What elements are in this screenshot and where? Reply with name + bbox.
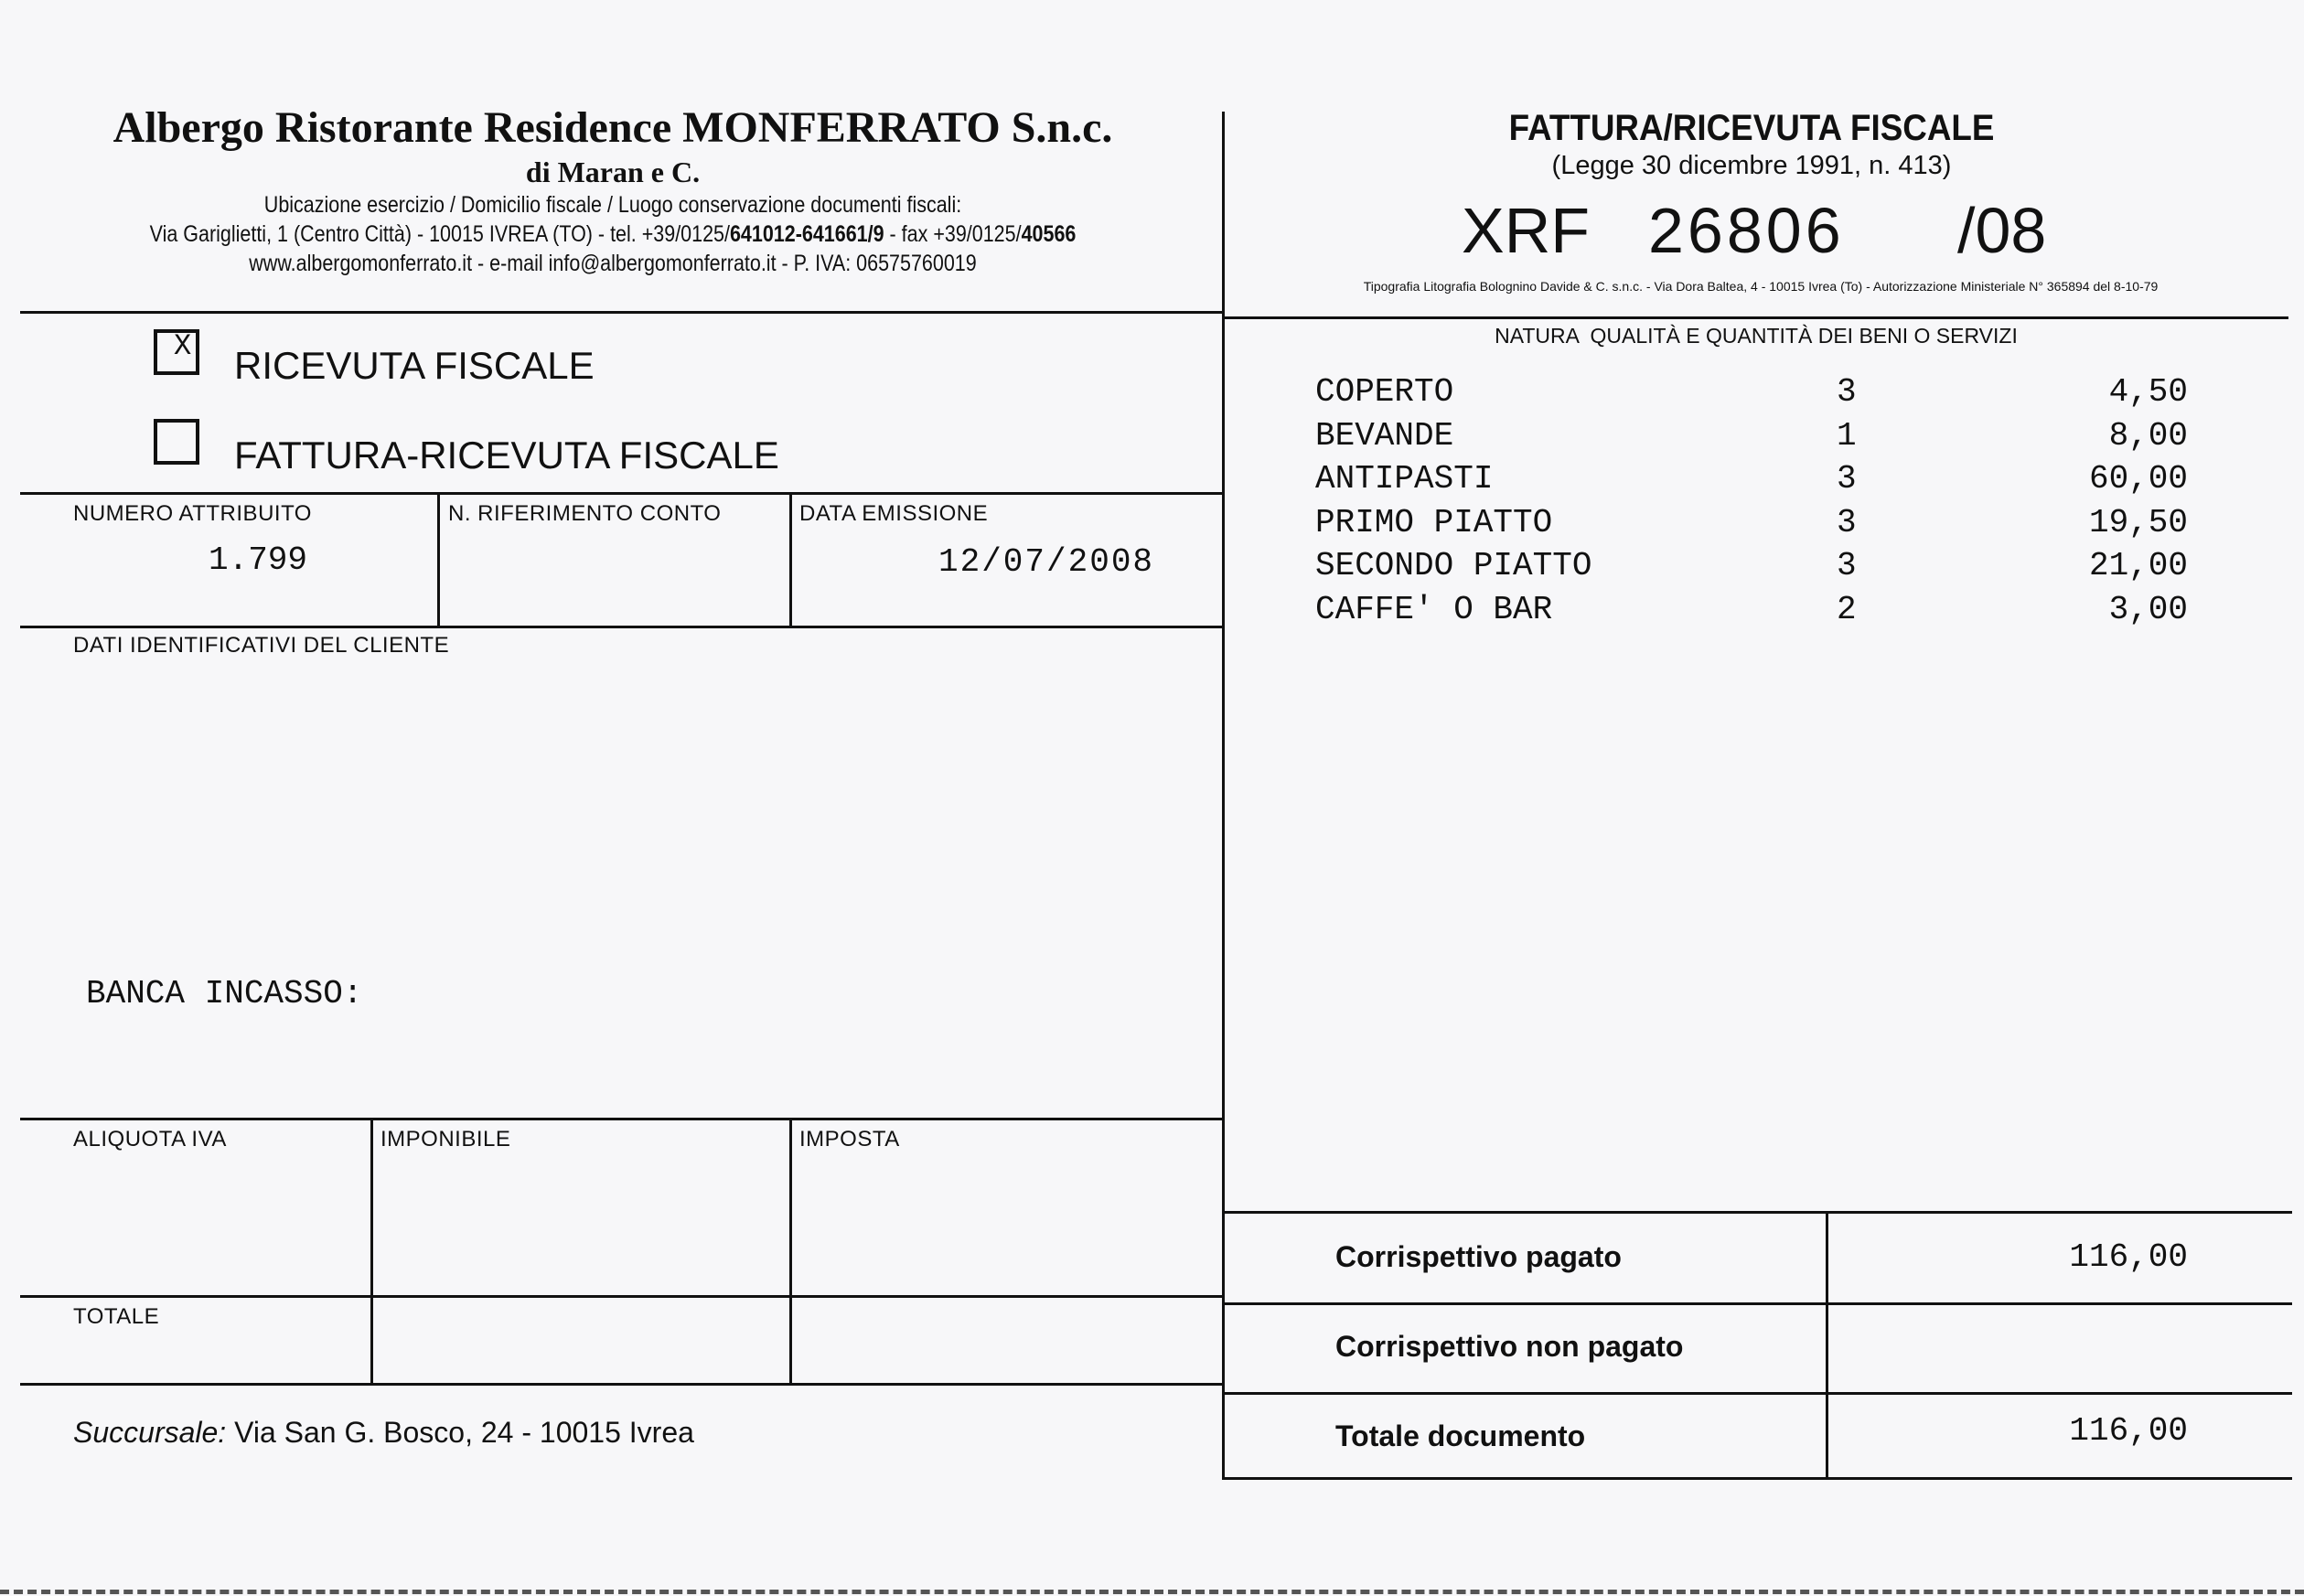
tax-divider-1 (370, 1118, 373, 1385)
data-label: DATA EMISSIONE (799, 501, 989, 526)
non-pagato-label: Corrispettivo non pagato (1335, 1330, 1684, 1363)
banca-label: BANCA INCASSO: (86, 975, 363, 1012)
fields-rule-top (20, 492, 1224, 495)
data-value[interactable]: 12/07/2008 (938, 543, 1155, 581)
item-name: CAFFE' O BAR (1315, 590, 1553, 628)
item-qty: 2 (1837, 590, 1857, 628)
imposta-label: IMPOSTA (799, 1127, 900, 1151)
item-qty: 3 (1837, 460, 1857, 498)
item-row (1315, 591, 2193, 635)
totals-divider (1826, 1213, 1828, 1478)
item-row (1315, 373, 2193, 417)
item-qty: 1 (1837, 416, 1857, 455)
totale-documento-value[interactable]: 116,00 (2069, 1412, 2188, 1450)
item-name: BEVANDE (1315, 416, 1454, 455)
item-name: COPERTO (1315, 373, 1454, 411)
fields-rule-bottom (20, 626, 1224, 628)
item-amount: 21,00 (2088, 547, 2188, 584)
item-qty: 3 (1837, 547, 1857, 584)
item-amount: 60,00 (2088, 460, 2188, 498)
printer-note: Tipografia Litografia Bolognino Davide & C. s.n.c. - Via Dora Baltea, 4 - 10015 Ivrea (To) - Autorizzazione Ministeriale N° 365894 del 8-10-79 (1363, 279, 2159, 294)
item-name: SECONDO PIATTO (1315, 547, 1592, 584)
item-name: PRIMO PIATTO (1315, 503, 1553, 541)
address-text: Via Gariglietti, 1 (Centro Città) - 10015 IVREA (TO) - tel. +39/0125/ (149, 221, 730, 247)
doc-title: FATTURA/RICEVUTA FISCALE (1508, 108, 1995, 148)
tax-divider-2 (789, 1118, 792, 1385)
items-header: NATURA QUALITÀ E QUANTITÀ DEI BENI O SERVIZI (1495, 324, 2018, 348)
pagato-label: Corrispettivo pagato (1335, 1240, 1622, 1273)
imponibile-label: IMPONIBILE (380, 1127, 511, 1151)
item-amount: 19,50 (2088, 503, 2188, 541)
ricevuta-label: RICEVUTA FISCALE (234, 344, 595, 387)
address-line (86, 221, 1140, 248)
ricevuta-check-mark: X (174, 329, 192, 363)
item-amount: 3,00 (2108, 590, 2188, 628)
totale-documento-label: Totale documento (1335, 1419, 1586, 1452)
doc-law: (Legge 30 dicembre 1991, n. 413) (1551, 151, 1952, 180)
item-row (1315, 547, 2193, 591)
totals-rule-3 (1222, 1392, 2292, 1395)
item-amount: 4,50 (2108, 373, 2188, 411)
tax-rule-bottom (20, 1383, 1224, 1386)
item-qty: 3 (1837, 503, 1857, 541)
item-qty: 3 (1837, 373, 1857, 411)
header-rule-right (1222, 316, 2288, 319)
item-row (1315, 504, 2193, 548)
tel-numbers: 641012-641661/9 (729, 221, 884, 247)
item-amount: 8,00 (2108, 416, 2188, 455)
fattura-checkbox[interactable] (154, 419, 199, 465)
totals-rule-4 (1222, 1477, 2292, 1480)
numero-value[interactable]: 1.799 (209, 541, 308, 579)
totals-rule-2 (1222, 1302, 2292, 1305)
doc-year: /08 (1957, 195, 2047, 266)
totals-rule-1 (1222, 1211, 2292, 1214)
item-name: ANTIPASTI (1315, 460, 1494, 498)
fields-divider-1 (437, 492, 440, 626)
aliquota-label: ALIQUOTA IVA (73, 1127, 227, 1151)
item-row (1315, 417, 2193, 461)
doc-series: XRF (1462, 195, 1590, 266)
item-row (1315, 460, 2193, 504)
fattura-label: FATTURA-RICEVUTA FISCALE (234, 434, 779, 477)
riferimento-label: N. RIFERIMENTO CONTO (448, 501, 722, 526)
totale-tax-label: TOTALE (73, 1304, 160, 1329)
ricevuta-checkbox[interactable] (154, 329, 199, 375)
succursale (73, 1416, 694, 1450)
numero-label: NUMERO ATTRIBUITO (73, 501, 312, 526)
pagato-value[interactable]: 116,00 (2069, 1238, 2188, 1276)
fields-divider-2 (789, 492, 792, 626)
fax-prefix: - fax +39/0125/ (884, 221, 1022, 247)
perforation-edge (0, 1590, 2304, 1594)
tax-rule-mid (20, 1295, 1224, 1298)
succursale-address: Via San G. Bosco, 24 - 10015 Ivrea (226, 1416, 694, 1449)
tax-rule-top (20, 1118, 1224, 1120)
cliente-label: DATI IDENTIFICATIVI DEL CLIENTE (73, 633, 450, 658)
header-rule-left (20, 311, 1224, 314)
web-line: www.albergomonferrato.it - e-mail info@albergomonferrato.it - P. IVA: 06575760019 (249, 251, 977, 276)
doc-number: 26806 (1648, 195, 1845, 266)
succursale-label: Succursale: (73, 1416, 227, 1449)
fax-number: 40566 (1021, 221, 1077, 247)
address-title: Ubicazione esercizio / Domicilio fiscale / Luogo conservazione documenti fiscali: (263, 192, 962, 218)
company-name: Albergo Ristorante Residence MONFERRATO S.n.c. (113, 103, 1113, 152)
company-sub: di Maran e C. (525, 155, 701, 188)
